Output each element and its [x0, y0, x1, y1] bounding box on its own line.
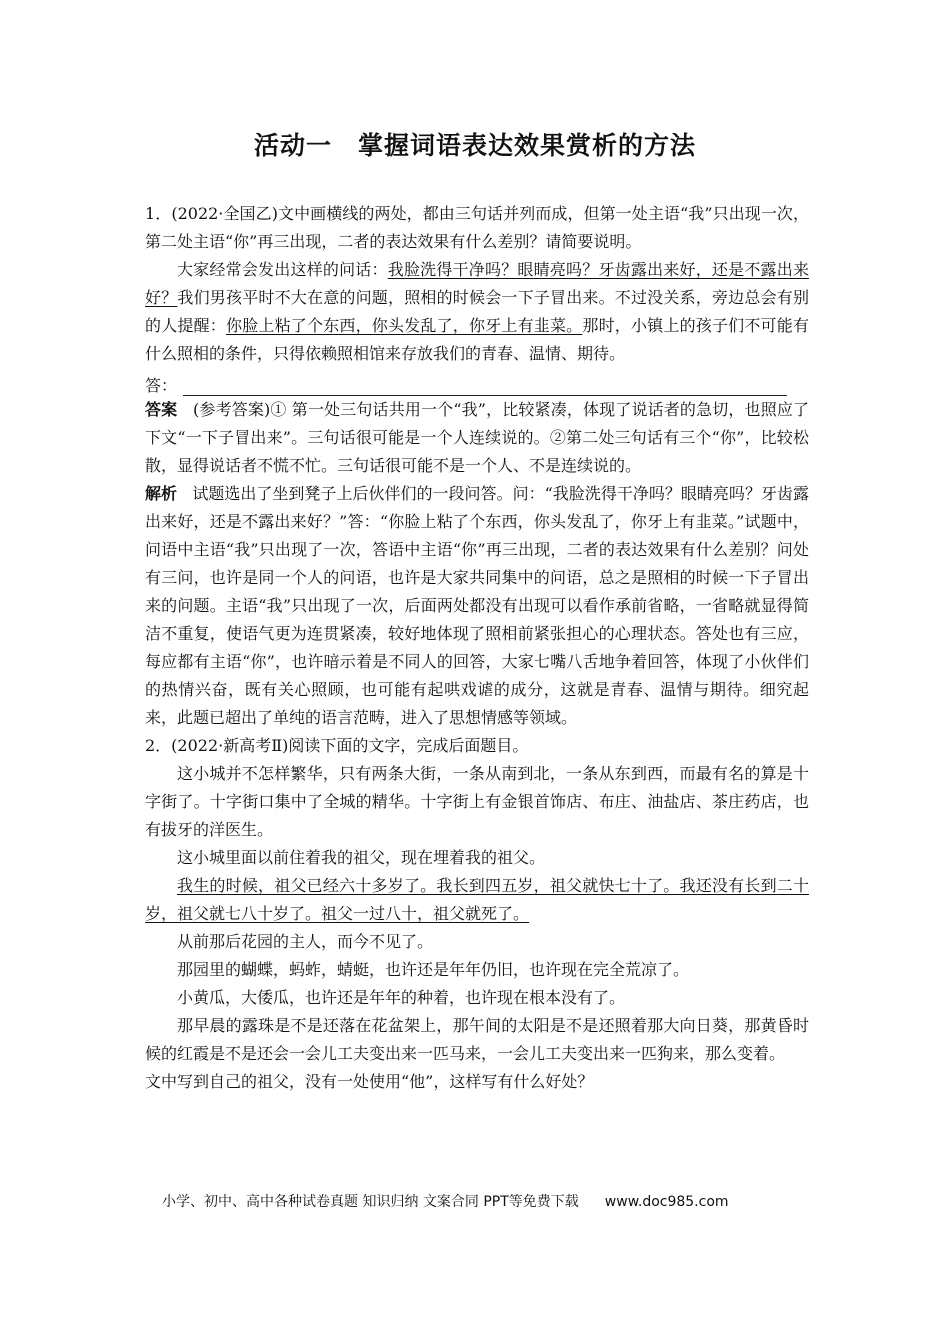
analysis-text: 试题选出了坐到凳子上后伙伴们的一段问答。问：“我脸洗得干净吗？眼睛亮吗？牙齿露出来好，还是不露出来好？”答：“你脸上粘了个东西，你头发乱了，你牙上有韭菜。”试题中，问语中主语“我”只出现了一次，答语中主语“你”再三出现，二者的表达效果有什么差别？问处有三问，也许是同一个人的问语，也许是大家共同集中的问语，总之是照相的时候一下子冒出来的问题。主语“我”只出现了一次，后面两处都没有出现可以看作承前省略，一省略就显得简洁不重复，使语气更为连贯紧凑，较好地体现了照相前紧张担心的心理状态。答处也有三应，每应都有主语“你”，也许暗示着是不同人的回答，大家七嘴八舌地争着回答，体现了小伙伴们的热情兴奋，既有关心照顾，也可能有起哄戏谑的成分，这就是青春、温情与期待。细究起来，此题已超出了单纯的语言范畴，进入了思想情感等领域。	[145, 484, 809, 727]
page-title: 活动一 掌握词语表达效果赏析的方法	[253, 131, 696, 160]
q2-paragraph: 那园里的蝴蝶，蚂蚱，蜻蜓，也许还是年年仍旧，也许现在完全荒凉了。	[177, 960, 690, 979]
q2-paragraph: 那早晨的露珠是不是还落在花盆架上，那午间的太阳是不是还照着那大向日葵，那黄昏时候的红霞是不是还会一会儿工夫变出来一匹马来，一会儿工夫变出来一匹狗来，那么变着。	[145, 1016, 809, 1063]
footer-text: 小学、初中、高中各种试卷真题 知识归纳 文案合同 PPT等免费下载	[162, 1194, 579, 1210]
q2-paragraph: 这小城里面以前住着我的祖父，现在埋着我的祖父。	[177, 848, 546, 867]
answer-label: 答案	[145, 400, 178, 419]
analysis-label: 解析	[145, 484, 178, 503]
q1-answer	[145, 396, 809, 480]
q1-underlined-1: 我脸洗得干净吗？眼睛亮吗？牙齿露出来好，还是不露出来好？	[145, 260, 809, 307]
q1-passage-mid: 我们男孩平时不大在意的问题，照相的时候会一下子冒出来。不过没关系，旁边总会有别的人提醒：	[145, 288, 809, 335]
q1-passage-after: 那时，小镇上的孩子们不可能有什么照相的条件，只得依赖照相馆来存放我们的青春、温情、期待。	[145, 316, 809, 363]
content-body	[145, 200, 809, 1096]
answer-prompt: 答：	[145, 376, 178, 395]
answer-text: (参考答案)① 第一处三句话共用一个“我”，比较紧凑，体现了说话者的急切，也照应了下文“一下子冒出来”。三句话很可能是一个人连续说的。②第二处三句话有三个“你”，比较松散，显得说话者不慌不忙。三句话很可能不是一个人、不是连续说的。	[145, 400, 809, 475]
q1-underlined-2: 你脸上粘了个东西，你头发乱了，你牙上有韭菜。	[226, 316, 583, 335]
answer-blank-line[interactable]	[183, 381, 787, 396]
q1-analysis	[145, 480, 809, 732]
footer-url[interactable]: www.doc985.com	[604, 1194, 729, 1210]
q2-paragraph: 从前那后花园的主人，而今不见了。	[177, 932, 434, 951]
q2-underlined-paragraph	[145, 872, 809, 928]
question-2: 2．(2022·新高考Ⅱ)阅读下面的文字，完成后面题目。	[145, 736, 529, 755]
q2-underlined-text: 我生的时候，祖父已经六十多岁了。我长到四五岁，祖父就快七十了。我还没有长到二十岁，祖父就七八十岁了。祖父一过八十，祖父就死了。	[145, 876, 809, 923]
q2-final-question: 文中写到自己的祖父，没有一处使用“他”，这样写有什么好处？	[145, 1072, 594, 1091]
answer-blank-row	[145, 368, 809, 396]
q1-passage	[145, 256, 809, 368]
q2-paragraph: 这小城并不怎样繁华，只有两条大街，一条从南到北，一条从东到西，而最有名的算是十字街了。十字街口集中了全城的精华。十字街上有金银首饰店、布庄、油盐店、茶庄药店，也有拔牙的洋医生。	[145, 764, 809, 839]
q2-paragraph: 小黄瓜，大倭瓜，也许还是年年的种着，也许现在根本没有了。	[177, 988, 626, 1007]
q1-passage-before: 大家经常会发出这样的问话：	[177, 260, 388, 279]
page-footer	[162, 1191, 822, 1211]
question-1: 1．(2022·全国乙)文中画横线的两处，都由三句话并列而成，但第一处主语“我”只出现一次，第二处主语“你”再三出现，二者的表达效果有什么差别？请简要说明。	[145, 204, 809, 251]
